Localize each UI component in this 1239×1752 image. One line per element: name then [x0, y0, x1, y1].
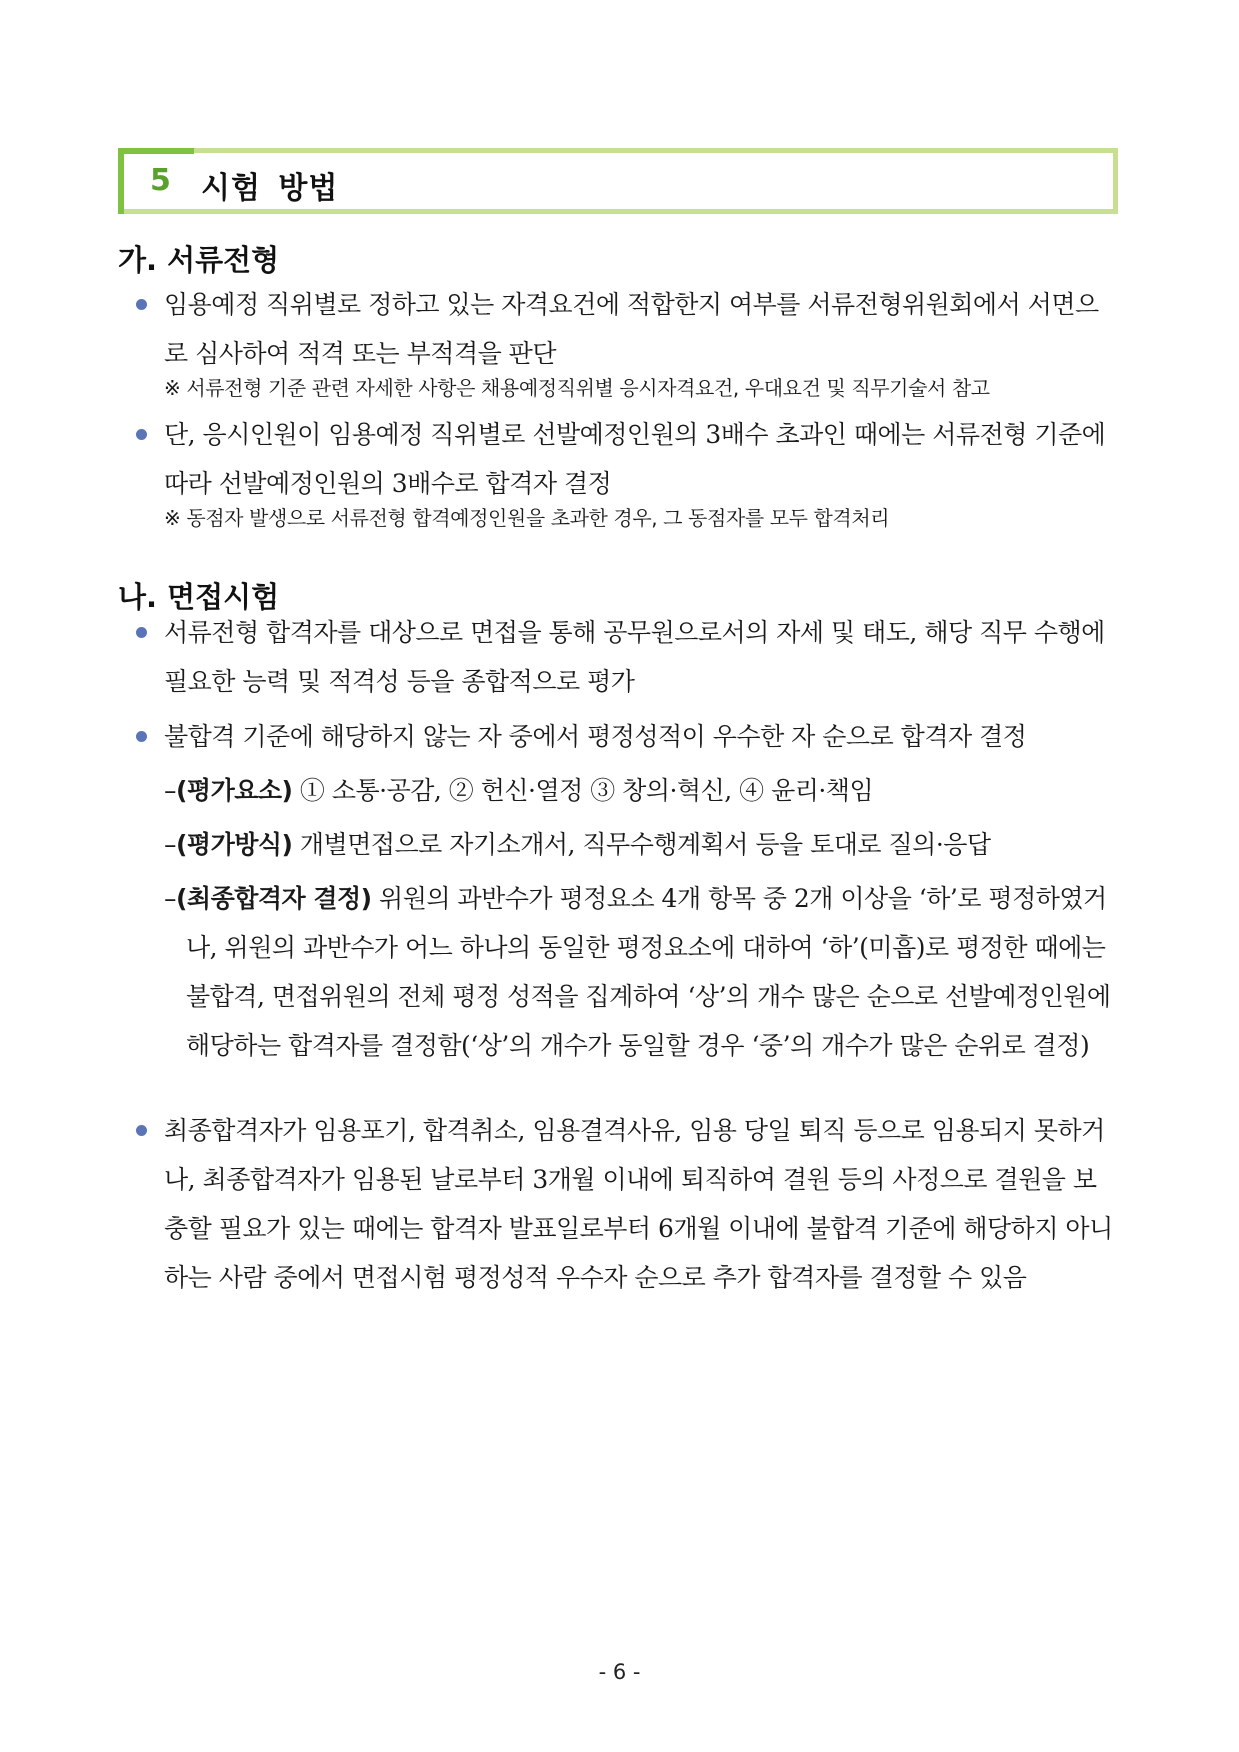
bullet-dot-icon: [136, 731, 147, 742]
bullet-document-screening-2: 단, 응시인원이 임용예정 직위별로 선발예정인원의 3배수 초과인 때에는 서류전형 기준에 따라 선발예정인원의 3배수로 합격자 결정: [136, 410, 1116, 508]
item-final-decision: [164, 874, 1124, 1070]
heading-document-screening: 가. 서류전형: [118, 243, 280, 277]
item-label: (평가요소): [176, 776, 293, 805]
note-document-screening-2: ※ 동점자 발생으로 서류전형 합격예정인원을 초과한 경우, 그 동점자를 모두 합격처리: [164, 506, 890, 530]
dash-marker: –: [164, 830, 176, 859]
page-number: - 6 -: [598, 1660, 641, 1684]
item-text: 개별면접으로 자기소개서, 직무수행계획서 등을 토대로 질의·응답: [292, 830, 991, 859]
section-title: 시험 방법: [201, 171, 339, 206]
note-document-screening-1: ※ 서류전형 기준 관련 자세한 사항은 채용예정직위별 응시자격요건, 우대요건 및 직무기술서 참고: [164, 376, 990, 400]
item-label: (최종합격자 결정): [176, 884, 372, 913]
item-text: 위원의 과반수가 평정요소 4개 항목 중 2개 이상을 ‘하’로 평정하였거나, 위원의 과반수가 어느 하나의 동일한 평정요소에 대하여 ‘하’(미흡)로 평정한 때에는 불합격, 면접위원의 전체 평정 성적을 집계하여 ‘상’의 개수 많은 순으로 선발예정인원에 해당하는 합격자를 결정함(‘상’의 개수가 동일할 경우 ‘중’의 개수가 많은 순위로 결정): [186, 884, 1111, 1060]
item-evaluation-method: [164, 820, 1124, 869]
bullet-dot-icon: [136, 1125, 147, 1136]
bullet-interview-1: 서류전형 합격자를 대상으로 면접을 통해 공무원으로서의 자세 및 태도, 해당 직무 수행에 필요한 능력 및 적격성 등을 종합적으로 평가: [136, 608, 1116, 706]
bullet-dot-icon: [136, 299, 147, 310]
bullet-document-screening-1: 임용예정 직위별로 정하고 있는 자격요건에 적합한지 여부를 서류전형위원회에서 서면으로 심사하여 적격 또는 부적격을 판단: [136, 280, 1116, 378]
dash-marker: –: [164, 884, 176, 913]
item-evaluation-elements: [164, 766, 1124, 815]
item-text: ① 소통·공감, ② 헌신·열정 ③ 창의·혁신, ④ 윤리·책임: [292, 776, 874, 805]
item-label: (평가방식): [176, 830, 293, 859]
bullet-interview-3: 최종합격자가 임용포기, 합격취소, 임용결격사유, 임용 당일 퇴직 등으로 임용되지 못하거나, 최종합격자가 임용된 날로부터 3개월 이내에 퇴직하여 결원 등의 사정으로 결원을 보충할 필요가 있는 때에는 합격자 발표일로부터 6개월 이내에 불합격 기준에 해당하지 아니하는 사람 중에서 면접시험 평정성적 우수자 순으로 추가 합격자를 결정할 수 있음: [136, 1106, 1116, 1302]
heading-interview: 나. 면접시험: [118, 580, 280, 614]
section-accent-bar: [118, 148, 124, 214]
bullet-interview-2: 불합격 기준에 해당하지 않는 자 중에서 평정성적이 우수한 자 순으로 합격자 결정: [136, 712, 1116, 761]
section-accent-top: [118, 148, 194, 154]
section-number: 5: [150, 163, 171, 198]
dash-marker: –: [164, 776, 176, 805]
bullet-dot-icon: [136, 627, 147, 638]
section-header-box: [118, 148, 1118, 214]
bullet-dot-icon: [136, 429, 147, 440]
